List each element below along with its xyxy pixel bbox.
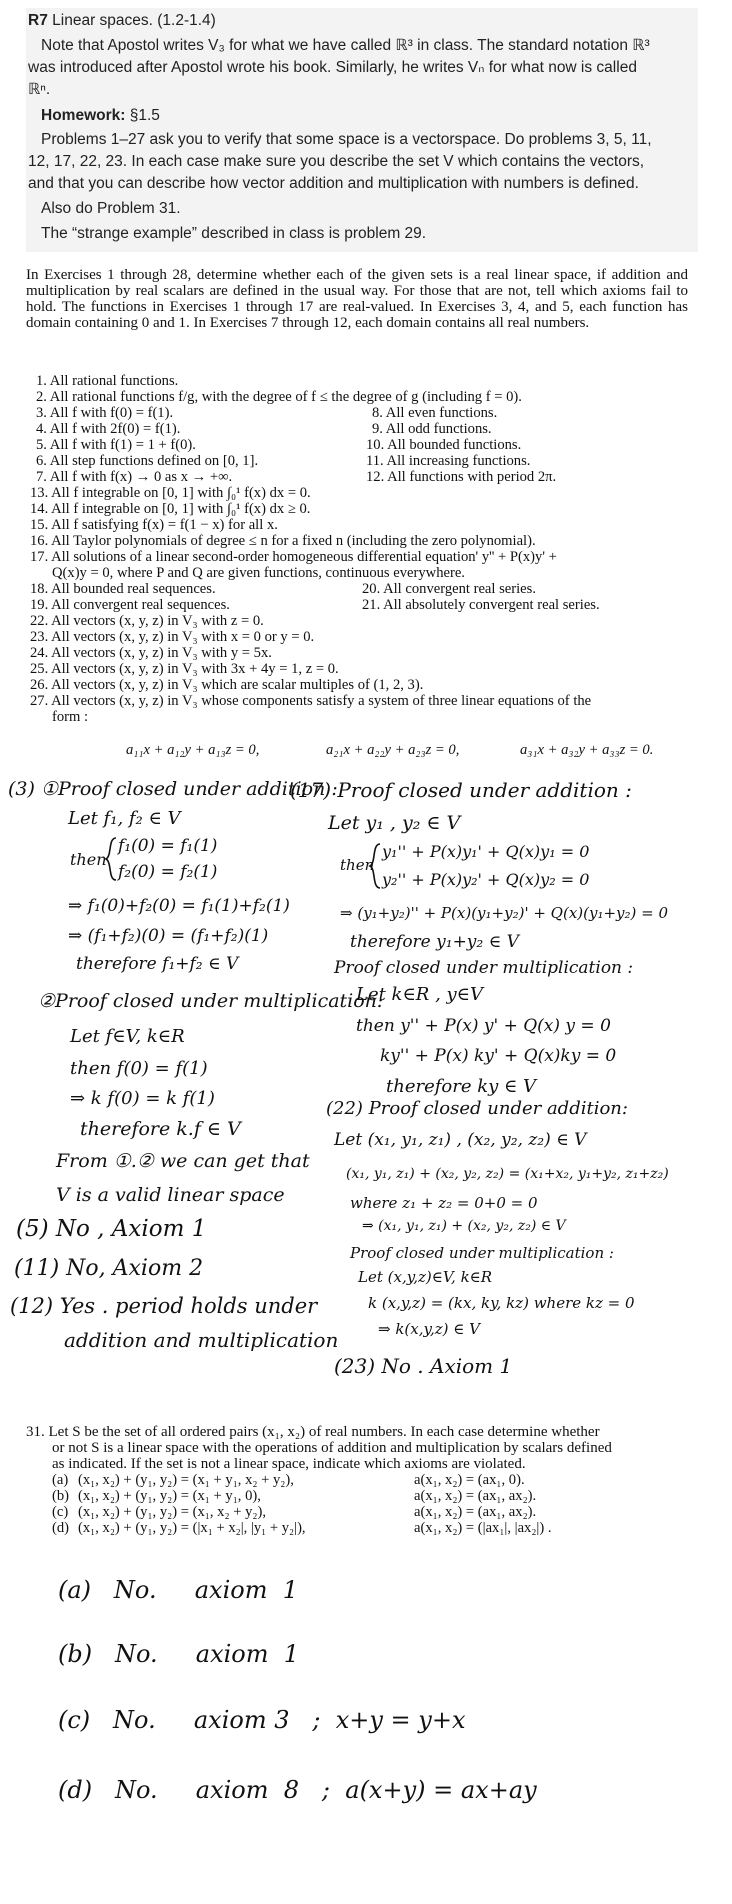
exercise-item: 22. All vectors (x, y, z) in V₃ with z = 0. [30,613,264,629]
note-line: Note that Apostol writes V₃ for what we have called ℝ³ in class. The standard notation ℝ³ [41,37,650,54]
exercise-item: 21. All absolutely convergent real series. [362,597,600,613]
section-title: Linear spaces. (1.2-1.4) [52,12,216,29]
handwritten-line: y₂'' + P(x)y₂' + Q(x)y₂ = 0 [382,870,590,889]
handwritten-answer: (a) No. axiom 1 [58,1576,298,1604]
exercise-item: 20. All convergent real series. [362,581,536,597]
exercise-item: 1. All rational functions. [36,373,179,389]
handwritten-line: therefore ky ∈ V [386,1076,537,1097]
exercise-item: 8. All even functions. [372,405,498,421]
problem31-text: 31. Let S be the set of all ordered pairs (x₁, x₂) of real numbers. In each case determine whether [26,1424,600,1440]
handwritten-line: (3) ①Proof closed under addition : [8,778,338,800]
handwritten-answer: (d) No. axiom 8 ; a(x+y) = ax+ay [58,1776,537,1804]
exercise-item: 4. All f with 2f(0) = f(1). [36,421,181,437]
handwritten-line: ky'' + P(x) ky' + Q(x)ky = 0 [380,1046,617,1066]
problem31-part-label: (a) [52,1472,69,1488]
exercise-item: 13. All f integrable on [0, 1] with ∫₀¹ f(x) dx = 0. [30,485,311,501]
problem31-part-label: (d) [52,1520,70,1536]
handwritten-answer: (c) No. axiom 3 ; x+y = y+x [58,1706,466,1734]
handwritten-line: From ①.② we can get that [56,1150,310,1172]
handwritten-line: addition and multiplication [64,1328,339,1352]
handwritten-line: then [340,856,375,874]
exercise-item: 6. All step functions defined on [0, 1]. [36,453,259,469]
note-line: was introduced after Apostol wrote his book. Similarly, he writes Vₙ for what now is called [28,59,637,76]
handwritten-line: Let y₁ , y₂ ∈ V [328,812,461,834]
exercises-intro: In Exercises 1 through 28, determine whether each of the given sets is a real linear space, if addition and multiplication by real scalars are defined in the usual way. For those that are not, tell which axioms fail to hold. The functions in Exercises 1 through 17 are real-valued. In Exercises 3, 4, and 5, each function has domain containing 0 and 1. In Exercises 7 through 12, each domain contains all real numbers. [26,267,688,331]
problem31-part-label: (b) [52,1488,70,1504]
also-line: Also do Problem 31. [41,200,181,217]
handwritten-line: (11) No, Axiom 2 [14,1256,204,1281]
exercise-item: 24. All vectors (x, y, z) in V₃ with y = 5x. [30,645,272,661]
exercise-item: 11. All increasing functions. [366,453,531,469]
handwritten-line: f₂(0) = f₂(1) [118,862,218,882]
handwritten-answer: (b) No. axiom 1 [58,1640,300,1668]
handwritten-line: ⇒ (f₁+f₂)(0) = (f₁+f₂)(1) [68,926,269,946]
handwritten-line: ⇒ k f(0) = k f(1) [70,1088,215,1109]
exercise-item: 16. All Taylor polynomials of degree ≤ n for a fixed n (including the zero polynomial). [30,533,536,549]
exercise-item: 26. All vectors (x, y, z) in V₃ which are scalar multiples of (1, 2, 3). [30,677,424,693]
handwritten-line: Let (x,y,z)∈V, k∈R [358,1268,493,1286]
problems-line: 12, 17, 22, 23. In each case make sure you describe the set V which contains the vectors, [28,153,645,170]
handwritten-line: therefore f₁+f₂ ∈ V [76,954,239,974]
header-box [26,8,698,252]
problem31-scalar: a(x₁, x₂) = (ax₁, ax₂). [414,1488,537,1504]
system-equation: a₃₁x + a₃₂y + a₃₃z = 0. [520,742,654,758]
handwritten-line: (5) No , Axiom 1 [16,1216,207,1242]
problem31-part-label: (c) [52,1504,69,1520]
handwritten-line: therefore k.f ∈ V [80,1118,241,1140]
handwritten-line: ⇒ f₁(0)+f₂(0) = f₁(1)+f₂(1) [68,896,290,916]
exercise-item: 10. All bounded functions. [366,437,522,453]
handwritten-line: V is a valid linear space [56,1184,285,1206]
handwritten-line: ⇒ k(x,y,z) ∈ V [378,1320,480,1338]
handwritten-line: Let f∈V, k∈R [70,1026,185,1047]
problem31-scalar: a(x₁, x₂) = (ax₁, ax₂). [414,1504,537,1520]
system-equation: a₂₁x + a₂₂y + a₂₃z = 0, [326,742,460,758]
homework-heading [41,105,160,127]
header-title-line [28,10,216,32]
handwritten-line: f₁(0) = f₁(1) [118,836,218,856]
exercise-item: 7. All f with f(x) → 0 as x → +∞. [36,469,233,485]
problem31-addition: (x₁, x₂) + (y₁, y₂) = (x₁ + y₁, 0), [78,1488,261,1504]
exercise-item: 14. All f integrable on [0, 1] with ∫₀¹ f(x) dx ≥ 0. [30,501,311,517]
strange-example-line: The “strange example” described in class is problem 29. [41,225,427,242]
problems-line: and that you can describe how vector addition and multiplication with numbers is defined. [28,175,639,192]
handwritten-line: (22) Proof closed under addition: [326,1098,628,1119]
handwritten-line: Let f₁, f₂ ∈ V [68,808,181,829]
handwritten-line: where z₁ + z₂ = 0+0 = 0 [350,1194,538,1212]
handwritten-line: Let k∈R , y∈V [356,984,484,1005]
section-tag: R7 [28,12,48,29]
problem31-addition: (x₁, x₂) + (y₁, y₂) = (x₁, x₂ + y₂), [78,1504,266,1520]
exercise-item: 3. All f with f(0) = f(1). [36,405,174,421]
homework-label: Homework: [41,107,126,124]
homework-section: §1.5 [129,107,160,124]
exercise-item: 17. All solutions of a linear second-order homogeneous differential equation' y'' + P(x)y' + [30,549,557,565]
handwritten-line: ②Proof closed under multiplication: [38,990,384,1012]
handwritten-line: (x₁, y₁, z₁) + (x₂, y₂, z₂) = (x₁+x₂, y₁+y₂, z₁+z₂) [346,1166,669,1182]
handwritten-line: therefore y₁+y₂ ∈ V [350,932,519,952]
exercise-item: 23. All vectors (x, y, z) in V₃ with x = 0 or y = 0. [30,629,315,645]
handwritten-line: ⇒ (x₁, y₁, z₁) + (x₂, y₂, z₂) ∈ V [362,1218,566,1234]
handwritten-line: k (x,y,z) = (kx, ky, kz) where kz = 0 [368,1294,635,1312]
problems-line: Problems 1–27 ask you to verify that some space is a vectorspace. Do problems 3, 5, 11, [41,131,652,148]
exercise-item: 19. All convergent real sequences. [30,597,230,613]
exercise-item: 18. All bounded real sequences. [30,581,216,597]
exercise-item: 5. All f with f(1) = 1 + f(0). [36,437,196,453]
exercise-item: 25. All vectors (x, y, z) in V₃ with 3x + 4y = 1, z = 0. [30,661,339,677]
exercise-item: form : [52,709,89,725]
exercise-item: 12. All functions with period 2π. [366,469,557,485]
problem31-addition: (x₁, x₂) + (y₁, y₂) = (|x₁ + x₂|, |y₁ + y₂|), [78,1520,306,1536]
problem31-text: as indicated. If the set is not a linear space, indicate which axioms are violated. [52,1456,526,1472]
exercise-item: 2. All rational functions f/g, with the degree of f ≤ the degree of g (including f = 0). [36,389,522,405]
system-equation: a₁₁x + a₁₂y + a₁₃z = 0, [126,742,260,758]
handwritten-line: (12) Yes . period holds under [10,1294,318,1318]
handwritten-line: ⇒ (y₁+y₂)'' + P(x)(y₁+y₂)' + Q(x)(y₁+y₂) = 0 [340,904,669,922]
problem31-scalar: a(x₁, x₂) = (|ax₁|, |ax₂|) . [414,1520,552,1536]
note-line: ℝⁿ. [28,81,51,98]
handwritten-line: then y'' + P(x) y' + Q(x) y = 0 [356,1016,611,1036]
handwritten-line: (23) No . Axiom 1 [334,1354,513,1378]
problem31-scalar: a(x₁, x₂) = (ax₁, 0). [414,1472,525,1488]
handwritten-line: Proof closed under multiplication : [350,1244,614,1262]
handwritten-line: then f(0) = f(1) [70,1058,208,1079]
problem31-text: or not S is a linear space with the operations of addition and multiplication by scalars defined [52,1440,612,1456]
handwritten-line: y₁'' + P(x)y₁' + Q(x)y₁ = 0 [382,842,590,861]
handwritten-line: Proof closed under multiplication : [334,958,634,978]
exercise-item: Q(x)y = 0, where P and Q are given functions, continuous everywhere. [52,565,465,581]
handwritten-line: then [70,850,107,869]
handwritten-line: Let (x₁, y₁, z₁) , (x₂, y₂, z₂) ∈ V [334,1130,587,1150]
problem31-addition: (x₁, x₂) + (y₁, y₂) = (x₁ + y₁, x₂ + y₂), [78,1472,294,1488]
exercise-item: 27. All vectors (x, y, z) in V₃ whose components satisfy a system of three linear equations of the [30,693,592,709]
handwritten-line: (17) Proof closed under addition : [290,778,632,802]
exercise-item: 9. All odd functions. [372,421,492,437]
exercise-item: 15. All f satisfying f(x) = f(1 − x) for all x. [30,517,278,533]
